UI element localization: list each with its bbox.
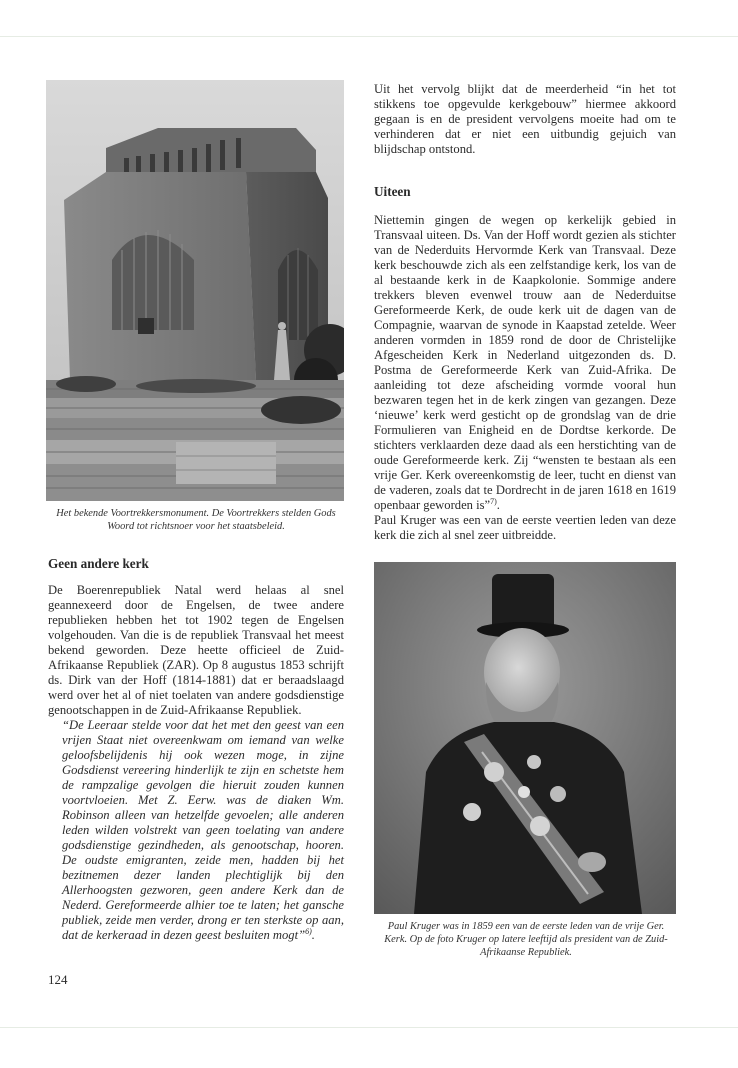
uiteen-paragraph-2: Paul Kruger was een van de eerste veertien leden van deze kerk die zich al snel zeer uitbreidde. [374, 513, 676, 542]
intro-paragraph-block [374, 82, 676, 157]
paul-kruger-portrait-photo [374, 562, 676, 914]
footnote-ref-7: 7) [490, 496, 497, 506]
natal-paragraph: De Boerenrepubliek Natal werd helaas al snel geannexeerd door de Engelsen, de twee andere republieken hebben het tot 1902 tegen de Engelsen volgehouden. Van die is de republiek Transvaal het meest bekend geworden. Deze heette officieel de Zuid-Afrikaanse Republiek (ZAR). Op 8 augustus 1853 schrijft ds. Dirk van der Hoff (1814-1881) dat er beraadslaagd werd over het al of niet toelaten van andere godsdienstige genootschappen in de Zuid-Afrikaanse Republiek. [48, 583, 344, 717]
kruger-caption: Paul Kruger was in 1859 een van de eerste leden van de vrije Ger. Kerk. Op de foto Kruger op latere leeftijd als president van de Zuid-Afrikaanse Republiek. [384, 921, 668, 958]
uiteen-body [374, 213, 676, 543]
section-heading-geen-andere-kerk: Geen andere kerk [48, 556, 149, 571]
page-bottom-rule [0, 1027, 738, 1028]
voortrekker-monument-photo [46, 80, 344, 501]
footnote-ref-6: 6) [305, 926, 312, 936]
page-number: 124 [48, 972, 68, 987]
quote-end: . [311, 928, 315, 942]
intro-paragraph: Uit het vervolg blijkt dat de meerderheid “in het tot stikkens toe opgevulde kerkgebouw” hiermee akkoord gegaan is en de president vervolgens moeite had om te verhinderen dat er niet een uitbundig gejuich van blijdschap ontstond. [374, 82, 676, 156]
quote-text: “De Leeraar stelde voor dat het met den geest van een vrijen Staat niet overeenkwam om iemand van welke geloofsbelijdenis hij ook wezen moge, in zijne Godsdienst vereering hinderlijk te zijn en schetste hem de rampzalige gevolgen die hieruit zouden kunnen voortvloeien. Met Z. Eerw. was de diaken Wm. Robinson alleen van hetzelfde gevoelen; alle anderen leden wilden volstrekt van geen toelating van andere godsdienstige gezindheden, als genootschap, hooren. De oudste emigranten, zeide men, hadden bij het bezitnemen dezer landen plechtiglijk bij den Allerhoogsten gezworen, geen andere Kerk dan de Nederd. Gereformeerde alhier toe te laten; het gansche publiek, zeide men verder, drong er ten sterkste op aan, dat de kerkeraad in dezen geest besluiten mogt” [62, 718, 344, 942]
uiteen-paragraph-1-text: Niettemin gingen de wegen op kerkelijk gebied in Transvaal uiteen. Ds. Van der Hoff wordt gezien als stichter van de Nederduits Hervormde Kerk van Transvaal. Deze kerk beschouwde zich als een zelfstandige kerk, los van de al bestaande kerk in de Kaapkolonie. Sommige andere trekkers bleven evenwel trouw aan de Nederduitse Gereformeerde Kerk, de oude kerk uit de dagen van de Compagnie, waarvan de synode in Kaapstad zetelde. Weer anderen vormden in 1859 rond de door de Christelijke Afgescheiden Kerk in Nederland uitgezonden ds. D. Postma de Gereformeerde Kerk van Zuid-Afrika. De aanleiding tot deze afscheiding vormde vooral hun bezwaren tegen het in de kerk zingen van gezangen. Deze ‘nieuwe’ kerk werd gesticht op de grondslag van de drie Formulieren van Enigheid en de Dordtse kerkorde. De stichters verklaarden deze daad als een herstichting van de oude Gereformeerde kerk. Zij “wensten te bestaan als een vrije Ger. Kerk overeenkomstig de leer, tucht en dienst van de vaderen, zoals dat te Dordrecht in de jaren 1618 en 1619 openbaar geworden is” [374, 213, 676, 512]
uiteen-paragraph-1 [374, 213, 676, 513]
uiteen-paragraph-1-end: . [496, 498, 500, 512]
van-der-hoff-quote [48, 718, 344, 943]
page-top-rule [0, 36, 738, 37]
section-heading-uiteen: Uiteen [374, 184, 411, 199]
monument-caption: Het bekende Voortrekkersmonument. De Voortrekkers stelden Gods Woord tot richtsnoer voor het staatsbeleid. [56, 508, 336, 532]
left-column-body [48, 583, 344, 943]
